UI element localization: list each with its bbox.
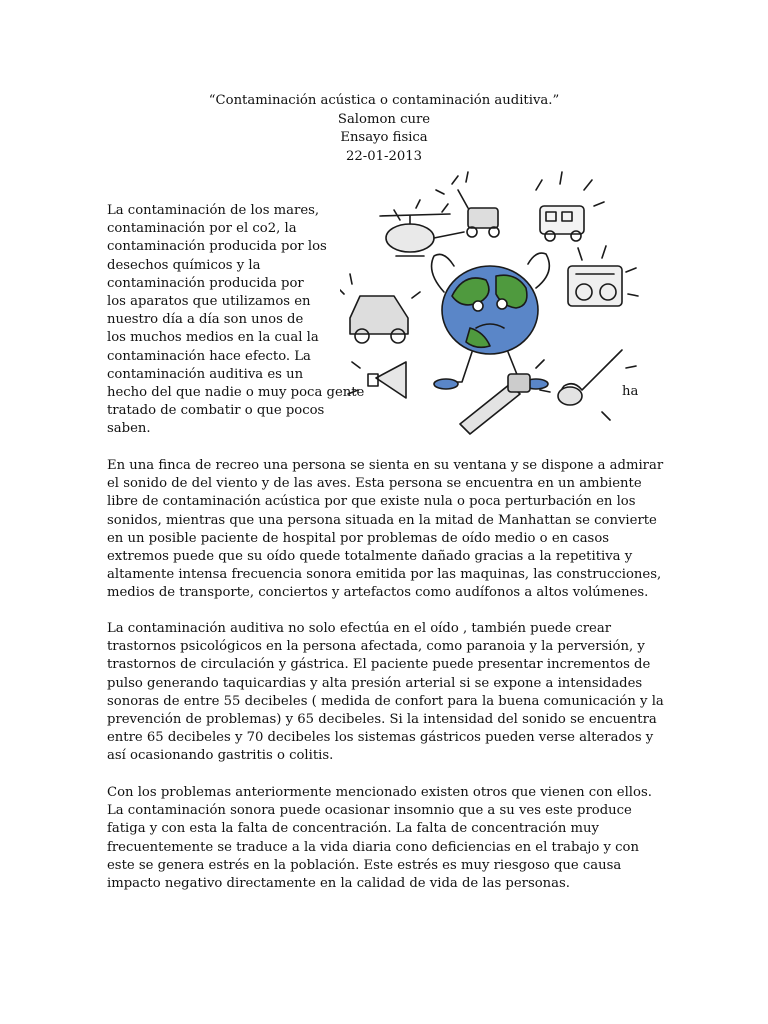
noisy-earth-cartoon-icon xyxy=(340,168,640,436)
car-icon xyxy=(340,274,420,343)
intro-line: los aparatos que utilizamos en xyxy=(107,294,311,310)
intro-line-tail: ha xyxy=(622,384,639,399)
intro-line: contaminación auditiva es un xyxy=(107,366,304,382)
intro-line: los muchos medios en la cual la xyxy=(107,330,319,346)
document-subject: Ensayo fisica xyxy=(340,130,428,146)
electric-guitar-icon xyxy=(558,350,639,420)
document-header xyxy=(0,92,768,166)
document-date: 22-01-2013 xyxy=(345,148,423,164)
chainsaw-icon xyxy=(460,360,550,434)
body-paragraph: En una finca de recreo una persona se sienta en su ventana y se dispone a admirar el sonido de del viento y de las aves. Esta persona se encuentra en un ambiente libre de contaminación acústica por que existe nula o poca perturbación en los sonidos, mientras que una persona situada en la mitad de Manhattan se convierte en un posible paciente de hospital por problemas de oído medio o en casos extremos puede que su oído quede totalmente dañado gracias a la repetitiva y altamente intensa frecuencia sonora emitida por las maquinas, las construcciones, medios de transporte, conciertos y artefactos como audífonos a altos volúmenes. xyxy=(107,458,664,601)
document-author: Salomon cure xyxy=(337,111,431,127)
intro-paragraph xyxy=(107,202,365,439)
intro-line: contaminación hace efecto. La xyxy=(107,348,311,364)
helicopter-icon xyxy=(380,200,464,256)
document-title: “Contaminación acústica o contaminación auditiva.” xyxy=(208,93,560,108)
megaphone-icon xyxy=(348,362,406,398)
earth-icon xyxy=(432,253,550,389)
intro-line: contaminación producida por xyxy=(107,275,304,291)
intro-line: saben. xyxy=(107,421,151,437)
intro-line: nuestro día a día son unos de xyxy=(107,312,304,328)
intro-line: La contaminación de los mares, xyxy=(107,203,320,218)
intro-line: tratado de combatir o que pocos xyxy=(107,403,325,419)
intro-line: contaminación producida por los xyxy=(107,239,327,255)
intro-line: hecho del que nadie o muy poca gente xyxy=(107,385,365,401)
lawn-mower-icon xyxy=(436,172,499,237)
intro-line: contaminación por el co2, la xyxy=(107,221,297,237)
body-paragraph: La contaminación auditiva no solo efectúa en el oído , también puede crear trastornos psicológicos en la persona afectada, como paranoia y la perversión, y trastornos de circulación y gástrica. El paciente puede presentar incrementos de pulso generando taquicardias y alta presión arterial si se expone a intensidades sonoras de entre 55 decibeles ( medida de confort para la buena comunicación y la prevención de problemas) y 65 decibeles. Si la intensidad del sonido se encuentra entre 65 decibeles y 70 decibeles los sistemas gástricos pueden verse alterados y así ocasionando gastritis o colitis. xyxy=(107,621,664,764)
body-paragraph: Con los problemas anteriormente mencionado existen otros que vienen con ellos. La contaminación sonora puede ocasionar insomnio que a su ves este produce fatiga y con esta la falta de concentración. La falta de concentración muy frecuentemente se traduce a la vida diaria cono deficiencias en el trabajo y con este se genera estrés en la población. Este estrés es muy riesgoso que causa impacto negativo directamente en la calidad de vida de las personas. xyxy=(107,785,652,892)
boombox-icon xyxy=(568,246,638,306)
intro-line: desechos químicos y la xyxy=(107,257,261,273)
van-icon xyxy=(536,172,604,241)
